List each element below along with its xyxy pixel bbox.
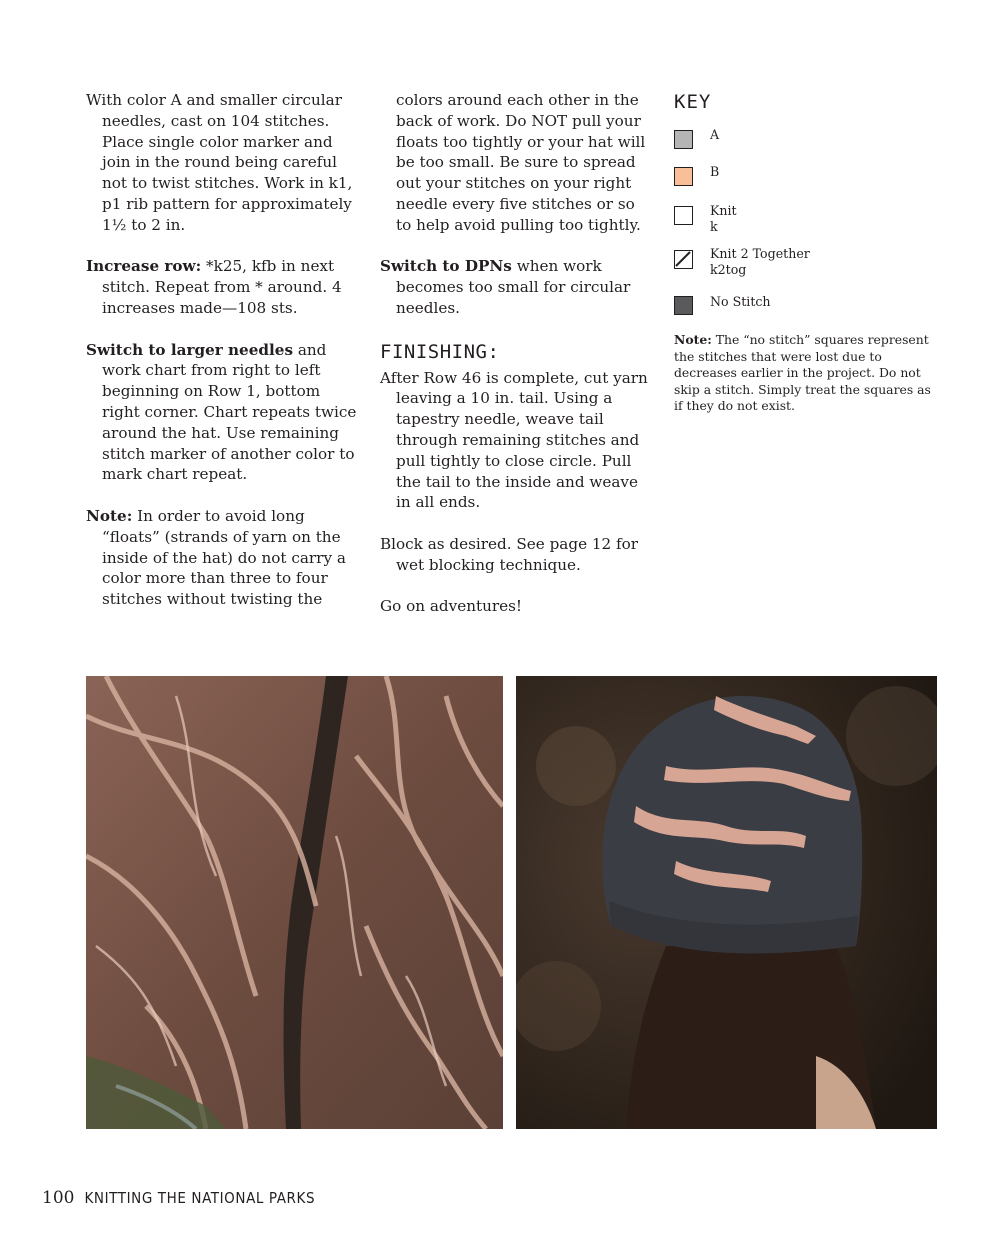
key-label-k2tog-name: Knit 2 Together xyxy=(710,246,810,261)
increase-row-label: Increase row: xyxy=(86,257,202,276)
page-footer xyxy=(42,1187,315,1209)
book-title: KNITTING THE NATIONAL PARKS xyxy=(84,1189,316,1207)
blocking-paragraph: Block as desired. See page 12 for wet blocking technique. xyxy=(380,534,639,574)
floats-continued-paragraph: colors around each other in the back of work. Do NOT pull your floats too tightly or your hat will be too small. Be sure to spread out your stitches on your right needle every five stitches or so to help avoid pulling too tightly. xyxy=(396,91,646,234)
finishing-paragraph: After Row 46 is complete, cut yarn leaving a 10 in. tail. Using a tapestry needle, weave tail through remaining stitches and pull tightly to close circle. Pull the tail to the inside and weave in all ends. xyxy=(380,368,648,512)
larger-needles-label: Switch to larger needles xyxy=(86,340,293,359)
key-label-no-stitch: No Stitch xyxy=(710,294,771,309)
key-title: KEY xyxy=(674,91,712,113)
hat-model-illustration xyxy=(516,676,937,1129)
page-number: 100 xyxy=(42,1188,75,1208)
floats-note-paragraph: Note: In order to avoid long “floats” (strands of yarn on the inside of the hat) do not carry a color more than three to four stitches without twisting the xyxy=(86,506,346,609)
key-note: Note: The “no stitch” squares represent the stitches that were lost due to decreases earlier in the project. Do not skip a stitch. Simply treat the squares as if they do not exist. xyxy=(674,332,931,414)
knit-swatch xyxy=(674,206,693,225)
key-item-no-stitch xyxy=(674,296,936,316)
color-a-swatch xyxy=(674,130,693,149)
key-item-color-a xyxy=(674,127,936,150)
dpns-paragraph: Switch to DPNs when work becomes too small for circular needles. xyxy=(380,257,631,317)
finishing-heading: FINISHING: xyxy=(380,340,500,363)
key-item-k2tog xyxy=(674,246,936,277)
key-label-k2tog-abbr: k2tog xyxy=(710,262,747,277)
canyon-rock-photo xyxy=(86,676,503,1129)
k2tog-swatch xyxy=(674,250,693,269)
column-2 xyxy=(380,90,652,638)
adventures-paragraph: Go on adventures! xyxy=(380,597,523,616)
chart-key xyxy=(674,90,936,414)
larger-needles-paragraph: Switch to larger needles and work chart from right to left beginning on Row 1, bottom right corner. Chart repeats twice around the hat. Use remaining stitch marker of another color to mark chart repeat. xyxy=(86,340,357,484)
increase-row-paragraph: Increase row: *k25, kfb in next stitch. Repeat from * around. 4 increases made—108 sts. xyxy=(86,257,342,317)
key-label-k: k xyxy=(710,219,718,234)
key-label-b: B xyxy=(710,164,720,179)
no-stitch-swatch xyxy=(674,296,693,315)
hat-model-photo xyxy=(516,676,937,1129)
k2tog-slash-icon xyxy=(675,251,691,267)
key-item-color-b xyxy=(674,164,936,187)
note-label: Note: xyxy=(86,506,133,525)
key-label-knit: Knit xyxy=(710,203,737,218)
rock-wall-illustration xyxy=(86,676,503,1129)
column-1 xyxy=(86,90,358,631)
key-note-label: Note: xyxy=(674,332,712,347)
cast-on-paragraph: With color A and smaller circular needles, cast on 104 stitches. Place single color marker and join in the round being careful not to twist stitches. Work in k1, p1 rib pattern for approximately 1½ to 2 in. xyxy=(86,91,353,234)
key-label-a: A xyxy=(710,127,720,142)
dpns-label: Switch to DPNs xyxy=(380,257,512,276)
color-b-swatch xyxy=(674,167,693,186)
key-item-knit xyxy=(674,203,936,234)
